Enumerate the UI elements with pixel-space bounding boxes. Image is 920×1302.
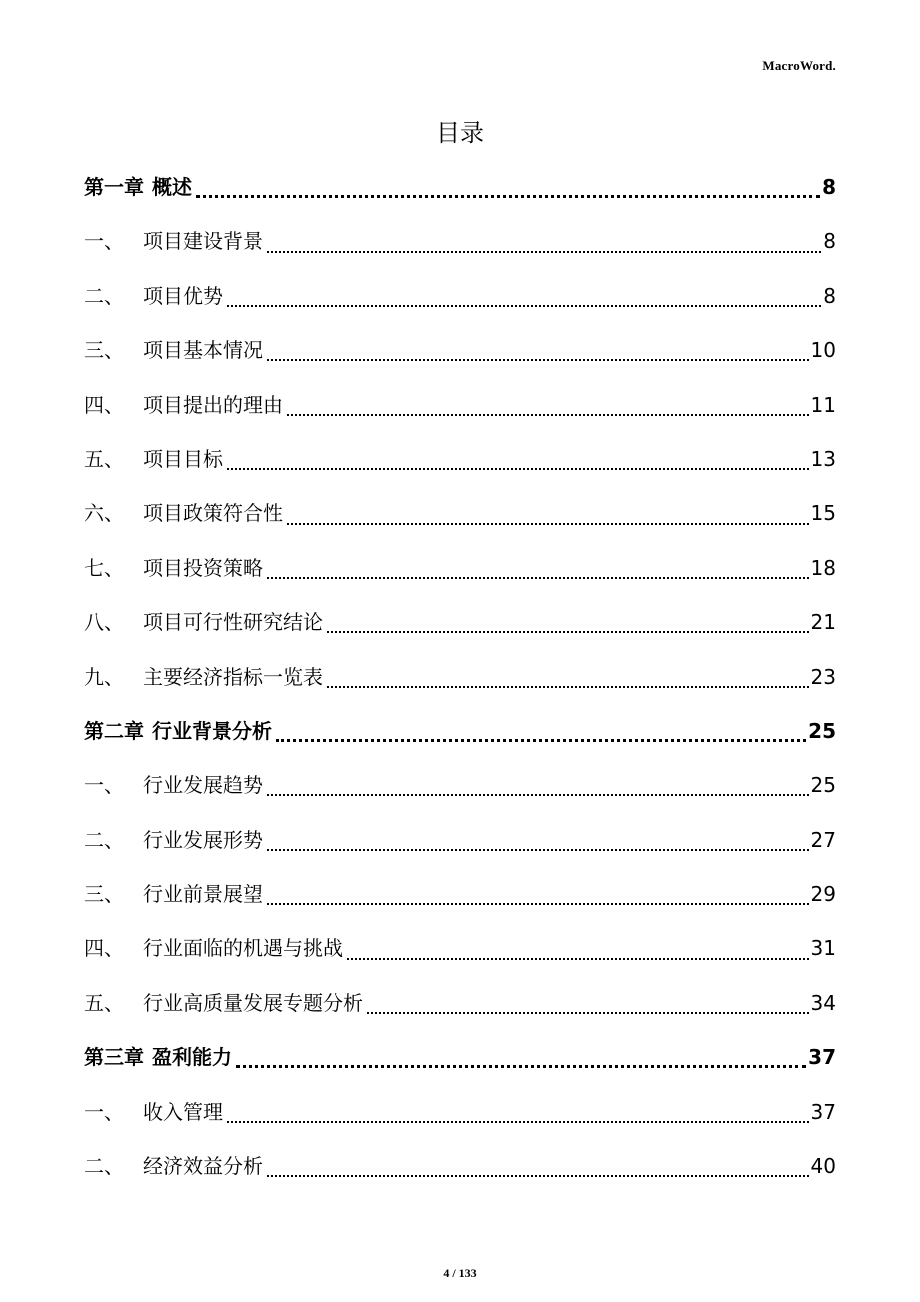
toc-entry-section[interactable] [84, 378, 836, 432]
dot-leader [267, 236, 821, 256]
dot-leader [267, 344, 809, 364]
toc-entry-page: 8 [823, 283, 836, 308]
toc-entry-title: 行业高质量发展专题分析 [143, 990, 363, 1015]
toc-entry-section[interactable] [84, 650, 836, 704]
toc-entry-page: 34 [810, 990, 836, 1015]
toc-entry-page: 8 [823, 229, 836, 254]
toc-entry-number: 一、 [84, 1099, 124, 1124]
toc-entry-number: 三、 [84, 882, 124, 907]
dot-leader [347, 943, 809, 963]
dot-leader [327, 616, 809, 636]
toc-entry-title: 项目提出的理由 [143, 392, 283, 417]
toc-entry-number: 一、 [84, 229, 124, 254]
toc-entry-title: 项目政策符合性 [143, 501, 283, 526]
toc-entry-number: 第二章 [84, 718, 144, 743]
toc-entry-page: 25 [808, 718, 836, 743]
toc-entry-page: 37 [810, 1099, 836, 1124]
toc-entry-number: 八、 [84, 610, 124, 635]
toc-entry-page: 10 [810, 338, 836, 363]
dot-leader [287, 399, 809, 419]
dot-leader [287, 508, 809, 528]
toc-entry-page: 29 [810, 882, 836, 907]
toc-entry-page: 8 [822, 175, 836, 199]
dot-leader [327, 671, 809, 691]
toc-entry-title: 经济效益分析 [143, 1154, 263, 1179]
toc-entry-title: 行业发展趋势 [143, 773, 263, 798]
dot-leader [267, 888, 809, 908]
toc-entry-section[interactable] [84, 1085, 836, 1139]
toc-entry-number: 七、 [84, 555, 124, 580]
toc-entry-title: 项目目标 [143, 446, 223, 471]
dot-leader [267, 562, 809, 582]
toc-entry-section[interactable] [84, 976, 836, 1030]
toc-entry-title: 行业背景分析 [152, 718, 272, 743]
toc-entry-title: 项目投资策略 [143, 555, 263, 580]
toc-title: 目录 [436, 119, 484, 147]
toc-entry-title: 行业发展形势 [143, 827, 263, 852]
toc-entry-section[interactable] [84, 867, 836, 921]
toc-entry-section[interactable] [84, 813, 836, 867]
toc-entry-section[interactable] [84, 1139, 836, 1193]
toc-entry-page: 13 [810, 446, 836, 471]
toc-entry-page: 18 [810, 555, 836, 580]
table-of-contents [84, 160, 836, 1193]
toc-entry-number: 一、 [84, 773, 124, 798]
toc-entry-page: 37 [808, 1045, 836, 1070]
dot-leader [227, 1106, 809, 1126]
toc-entry-number: 四、 [84, 936, 124, 961]
toc-entry-number: 九、 [84, 664, 124, 689]
toc-entry-section[interactable] [84, 269, 836, 323]
toc-entry-number: 第三章 [84, 1045, 144, 1070]
toc-entry-section[interactable] [84, 541, 836, 595]
dot-leader [227, 290, 821, 310]
dot-leader [276, 725, 806, 745]
toc-entry-number: 二、 [84, 283, 124, 308]
toc-entry-page: 23 [810, 664, 836, 689]
toc-entry-title: 盈利能力 [152, 1045, 232, 1070]
toc-entry-section[interactable] [84, 595, 836, 649]
page-indicator: 4 / 133 [443, 1266, 477, 1280]
toc-entry-page: 21 [810, 610, 836, 635]
toc-entry-title: 行业面临的机遇与挑战 [143, 936, 343, 961]
toc-entry-chapter-3[interactable] [84, 1030, 836, 1084]
toc-entry-section[interactable] [84, 214, 836, 268]
dot-leader [236, 1051, 806, 1071]
toc-entry-section[interactable] [84, 432, 836, 486]
toc-entry-title: 行业前景展望 [143, 882, 263, 907]
toc-entry-section[interactable] [84, 486, 836, 540]
toc-entry-section[interactable] [84, 921, 836, 975]
toc-entry-number: 第一章 [84, 175, 144, 199]
dot-leader [267, 779, 809, 799]
toc-entry-number: 五、 [84, 446, 124, 471]
toc-entry-page: 40 [810, 1154, 836, 1179]
toc-entry-chapter-2[interactable] [84, 704, 836, 758]
toc-entry-section[interactable] [84, 758, 836, 812]
toc-entry-page: 15 [810, 501, 836, 526]
toc-entry-title: 项目基本情况 [143, 338, 263, 363]
toc-entry-title: 项目可行性研究结论 [143, 610, 323, 635]
toc-entry-title: 项目建设背景 [143, 229, 263, 254]
toc-entry-number: 四、 [84, 392, 124, 417]
dot-leader [227, 453, 809, 473]
toc-entry-section[interactable] [84, 323, 836, 377]
toc-entry-title: 收入管理 [143, 1099, 223, 1124]
toc-entry-number: 三、 [84, 338, 124, 363]
toc-entry-page: 25 [810, 773, 836, 798]
toc-entry-title: 项目优势 [143, 283, 223, 308]
toc-entry-title: 主要经济指标一览表 [143, 664, 323, 689]
toc-entry-chapter-1[interactable] [84, 160, 836, 214]
dot-leader [367, 997, 809, 1017]
toc-entry-number: 二、 [84, 827, 124, 852]
dot-leader [267, 834, 809, 854]
toc-entry-number: 二、 [84, 1154, 124, 1179]
toc-entry-number: 六、 [84, 501, 124, 526]
toc-entry-page: 31 [810, 936, 836, 961]
header-brand: MacroWord. [762, 58, 836, 73]
dot-leader [267, 1160, 809, 1180]
toc-entry-number: 五、 [84, 990, 124, 1015]
dot-leader [196, 181, 820, 201]
toc-entry-page: 27 [810, 827, 836, 852]
toc-entry-title: 概述 [152, 175, 192, 199]
toc-entry-page: 11 [810, 392, 836, 417]
